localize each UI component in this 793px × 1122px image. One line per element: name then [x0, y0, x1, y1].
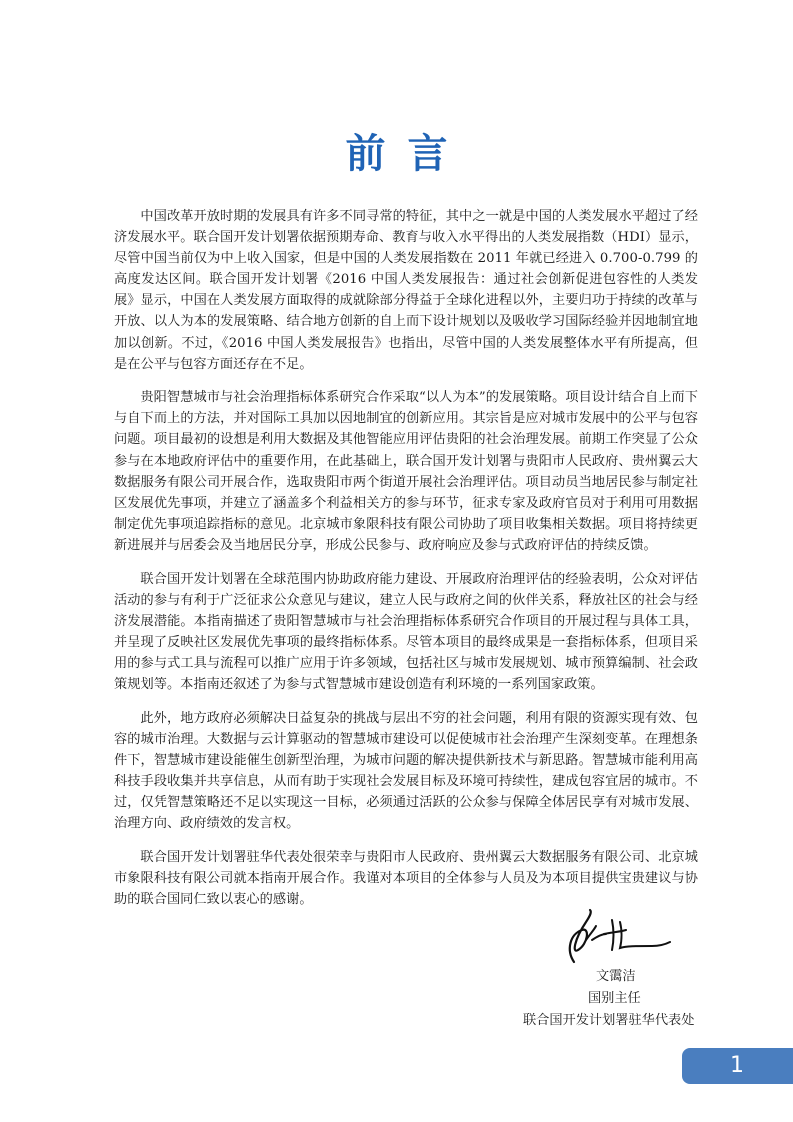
paragraph-3: 联合国开发计划署在全球范围内协助政府能力建设、开展政府治理评估的经验表明，公众对评估活动的参与有利于广泛征求公众意见与建议，建立人民与政府之间的伙伴关系，释放社区的社会与经济发展潜能。本指南描述了贵阳智慧城市与社会治理指标体系研究合作项目的开展过程与具体工具，并呈现了反映社区发展优先事项的最终指标体系。尽管本项目的最终成果是一套指标体系，但项目采用的参与式工具与流程可以推广应用于许多领域，包括社区与城市发展规划、城市预算编制、社会政策规划等。本指南还叙述了为参与式智慧城市建设创造有利环境的一系列国家政策。 — [114, 571, 698, 692]
paragraph-1: 中国改革开放时期的发展具有许多不同寻常的特征，其中之一就是中国的人类发展水平超过了经济发展水平。联合国开发计划署依据预期寿命、教育与收入水平得出的人类发展指数（HDI）显示，尽管中国当前仅为中上收入国家，但是中国的人类发展指数在 2011 年就已经进入 0.700-0.799 的高度发达区间。联合国开发计划署《2016 中国人类发展报告：通过社会创新促进包容性的人类发展》显示，中国在人类发展方面取得的成就除部分得益于全球化进程以外，主要归功于持续的改革与开放、以人为本的发展策略、结合地方创新的自上而下设计规划以及吸收学习国际经验并因地制宜地加以创新。不过，《2016 中国人类发展报告》也指出，尽管中国的人类发展整体水平有所提高，但是在公平与包容方面还存在不足。 — [114, 209, 698, 372]
signatory-organization: 联合国开发计划署驻华代表处 — [523, 1013, 695, 1028]
foreword-body — [114, 206, 698, 922]
page-number: 1 — [730, 1053, 744, 1078]
page-title: 前言 — [345, 131, 470, 177]
paragraph-5: 联合国开发计划署驻华代表处很荣幸与贵阳市人民政府、贵州翼云大数据服务有限公司、北京城市象限科技有限公司就本指南开展合作。我谨对本项目的全体参与人员及为本项目提供宝贵建议与协助的联合国同仁致以衷心的感谢。 — [114, 849, 698, 907]
paragraph-4: 此外，地方政府必须解决日益复杂的挑战与层出不穷的社会问题，利用有限的资源实现有效、包容的城市治理。大数据与云计算驱动的智慧城市建设可以促使城市社会治理产生深刻变革。在理想条件下，智慧城市建设能催生创新型治理，为城市问题的解决提供新技术与新思路。智慧城市能利用高科技手段收集并共享信息，从而有助于实现社会发展目标及环境可持续性，建成包容宜居的城市。不过，仅凭智慧策略还不足以实现这一目标，必须通过活跃的公众参与保障全体居民享有对城市发展、治理方向、政府绩效的发言权。 — [114, 710, 698, 832]
signatory-name: 文霭洁 — [596, 969, 636, 984]
signatory-position: 国别主任 — [588, 991, 641, 1006]
paragraph-2: 贵阳智慧城市与社会治理指标体系研究合作采取“以人为本”的发展策略。项目设计结合自上而下与自下而上的方法，并对国际工具加以因地制宜的创新应用。其宗旨是应对城市发展中的公平与包容问题。项目最初的设想是利用大数据及其他智能应用评估贵阳的社会治理发展。前期工作突显了公众参与在本地政府评估中的重要作用，在此基础上，联合国开发计划署与贵阳市人民政府、贵州翼云大数据服务有限公司开展合作，选取贵阳市两个街道开展社会治理评估。项目动员当地居民参与制定社区发展优先事项，并建立了涵盖多个利益相关方的参与环节，征求专家及政府官员对于利用可用数据制定优先事项追踪指标的意见。北京城市象限科技有限公司协助了项目收集相关数据。项目将持续更新进展并与居委会及当地居民分享，形成公民参与、政府响应及参与式政府评估的持续反馈。 — [114, 390, 698, 553]
